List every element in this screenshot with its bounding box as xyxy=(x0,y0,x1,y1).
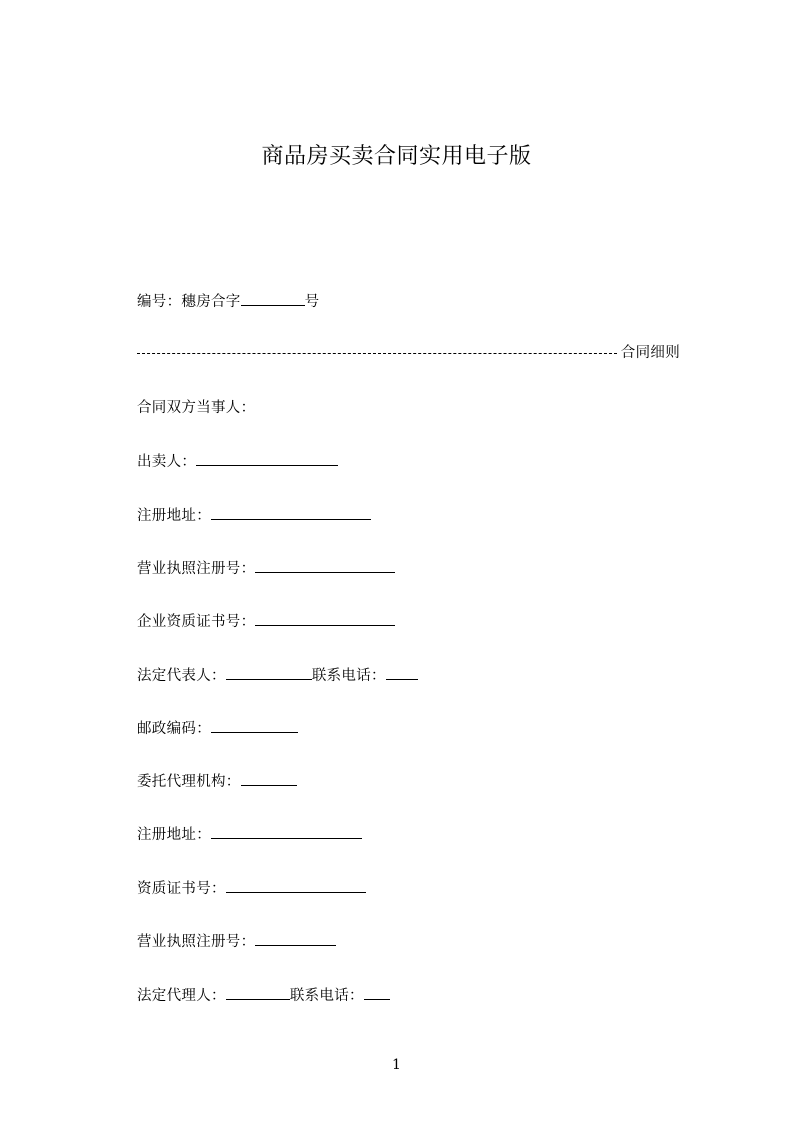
field-seller-address xyxy=(137,505,371,526)
field-label: 注册地址： xyxy=(137,508,211,524)
field-seller xyxy=(137,451,338,472)
field-blank[interactable] xyxy=(211,824,362,839)
field-blank[interactable] xyxy=(241,771,297,786)
field-phone-blank[interactable] xyxy=(386,665,418,680)
field-label: 邮政编码： xyxy=(137,721,211,737)
field-legal-representative xyxy=(137,665,418,686)
field-blank[interactable] xyxy=(226,985,290,1000)
field-label: 委托代理机构： xyxy=(137,774,241,790)
field-blank[interactable] xyxy=(255,558,395,573)
document-title: 商品房买卖合同实用电子版 xyxy=(261,144,532,169)
field-label: 资质证书号： xyxy=(137,881,226,897)
page-number: 1 xyxy=(392,1057,401,1073)
dash-divider xyxy=(137,353,617,354)
dash-heading: 合同细则 xyxy=(620,345,680,361)
field-agency xyxy=(137,771,297,792)
field-blank[interactable] xyxy=(211,505,371,520)
field-blank[interactable] xyxy=(226,878,366,893)
field-label: 法定代表人： xyxy=(137,668,226,684)
contract-number-suffix: 号 xyxy=(304,294,320,310)
field-legal-agent xyxy=(137,985,390,1006)
field-phone-label: 联系电话： xyxy=(289,988,364,1004)
field-agency-qualification xyxy=(137,878,366,899)
field-blank[interactable] xyxy=(211,718,298,733)
field-blank[interactable] xyxy=(255,931,336,946)
field-label: 法定代理人： xyxy=(137,988,226,1004)
field-blank[interactable] xyxy=(196,451,338,466)
field-label: 企业资质证书号： xyxy=(137,614,256,630)
field-label: 出卖人： xyxy=(137,454,197,470)
field-agency-license xyxy=(137,931,336,952)
field-agency-address xyxy=(137,824,362,845)
contract-number-blank[interactable] xyxy=(241,291,305,306)
field-postal-code xyxy=(137,718,298,739)
field-blank[interactable] xyxy=(226,665,312,680)
field-label: 营业执照注册号： xyxy=(137,934,256,950)
field-seller-license xyxy=(137,558,395,579)
field-blank[interactable] xyxy=(255,611,395,626)
field-label: 注册地址： xyxy=(137,827,211,843)
field-phone-label: 联系电话： xyxy=(311,668,386,684)
field-seller-qualification xyxy=(137,611,395,632)
dash-divider-line xyxy=(137,343,680,363)
contract-number-label: 编号：穗房合字 xyxy=(137,294,241,310)
field-label: 营业执照注册号： xyxy=(137,561,256,577)
parties-heading: 合同双方当事人： xyxy=(137,400,256,416)
field-phone-blank[interactable] xyxy=(364,985,390,1000)
contract-number-line xyxy=(137,291,319,312)
